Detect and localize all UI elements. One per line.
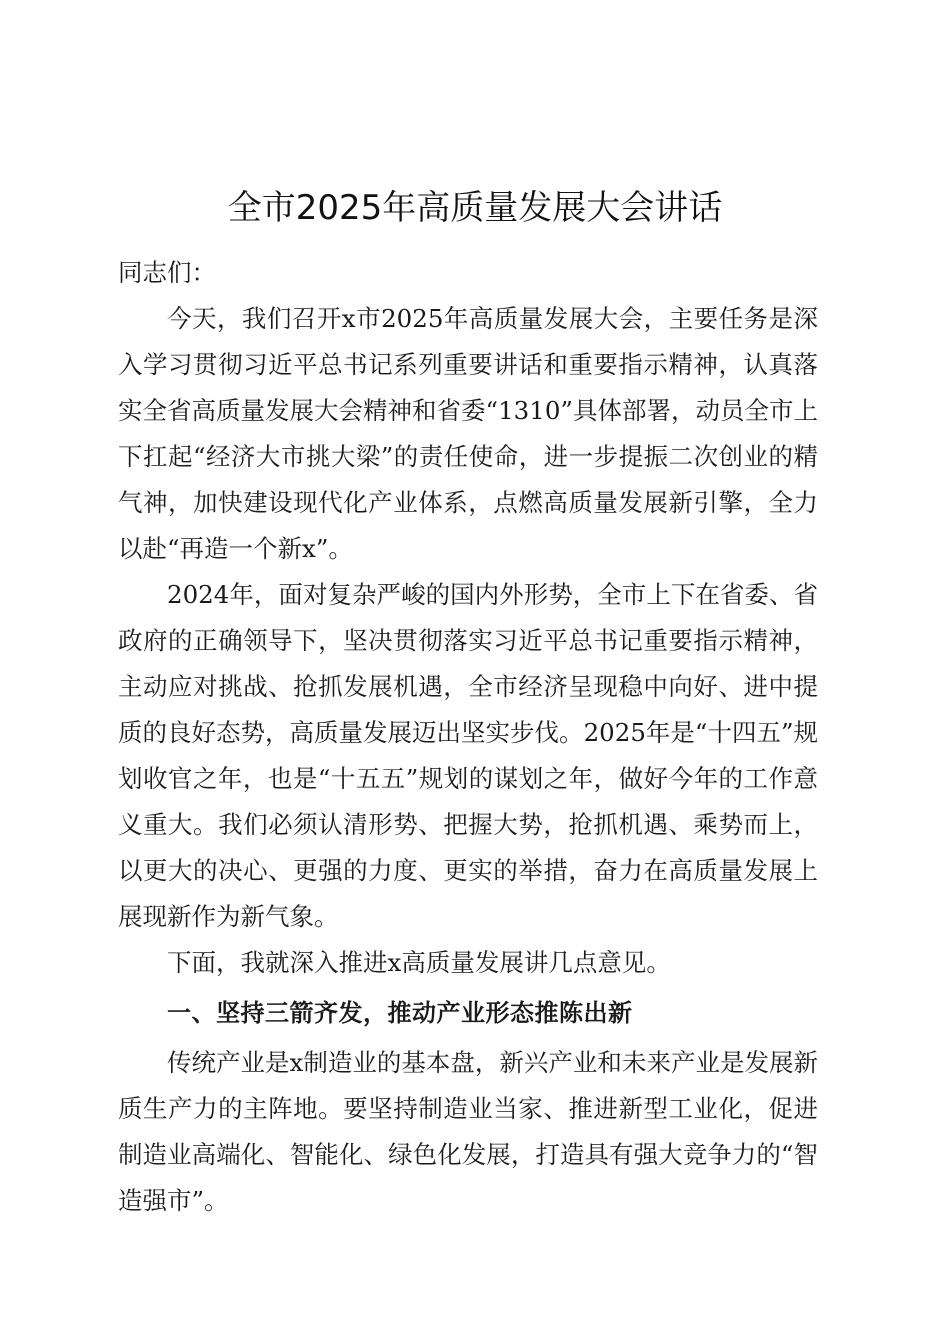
document-title: 全市2025年高质量发展大会讲话	[227, 188, 723, 228]
document-body	[118, 250, 818, 1224]
paragraph-transition: 下面，我就深入推进x高质量发展讲几点意见。	[167, 948, 671, 977]
section-heading-1: 一、坚持三箭齐发，推动产业形态推陈出新	[167, 999, 633, 1027]
paragraph-opening: 今天，我们召开x市2025年高质量发展大会，主要任务是深入学习贯彻习近平总书记系列重要讲话和重要指示精神，认真落实全省高质量发展大会精神和省委“1310”具体部署，动员全市上下扛起“经济大市挑大梁”的责任使命，进一步提振二次创业的精气神，加快建设现代化产业体系，点燃高质量发展新引擎，全力以赴“再造一个新x”。	[118, 304, 818, 563]
paragraph-section-1: 传统产业是x制造业的基本盘，新兴产业和未来产业是发展新质生产力的主阵地。要坚持制造业当家、推进新型工业化，促进制造业高端化、智能化、绿色化发展，打造具有强大竞争力的“智造强市”。	[118, 1048, 818, 1215]
salutation: 同志们：	[118, 258, 216, 287]
paragraph-review-2024: 2024年，面对复杂严峻的国内外形势，全市上下在省委、省政府的正确领导下，坚决贯彻落实习近平总书记重要指示精神，主动应对挑战、抢抓发展机遇，全市经济呈现稳中向好、进中提质的良好态势，高质量发展迈出坚实步伐。2025年是“十四五”规划收官之年，也是“十五五”规划的谋划之年，做好今年的工作意义重大。我们必须认清形势、把握大势，抢抓机遇、乘势而上，以更大的决心、更强的力度、更实的举措，奋力在高质量发展上展现新作为新气象。	[118, 580, 818, 931]
